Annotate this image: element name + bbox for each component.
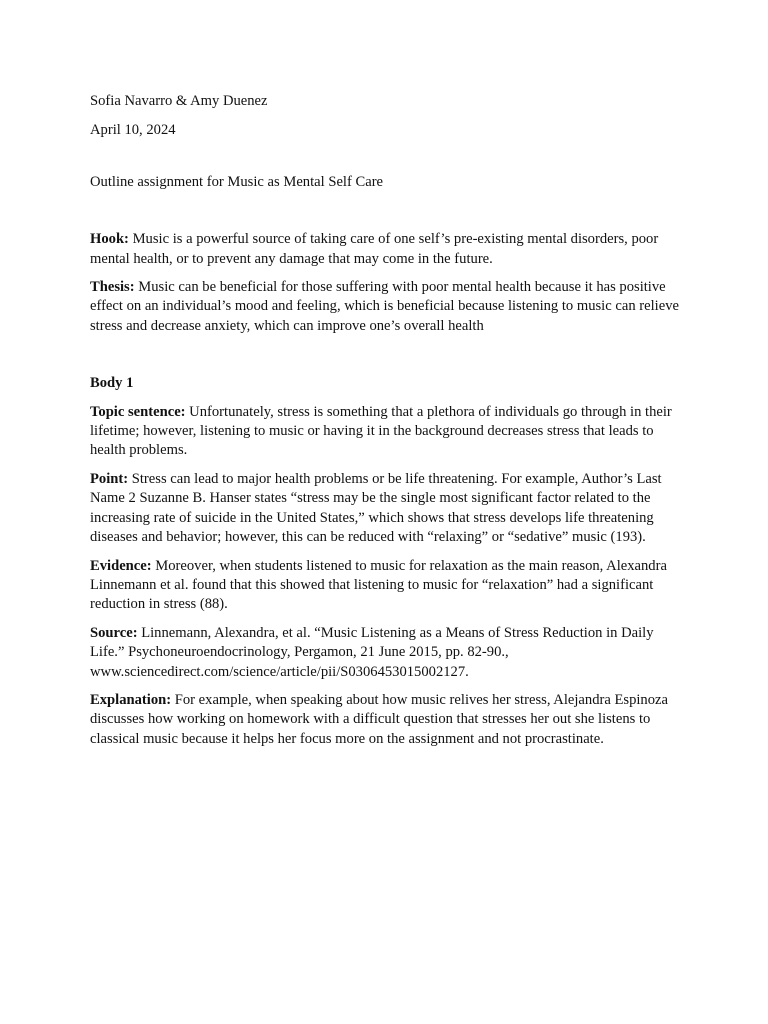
point-text: Stress can lead to major health problems or be life threatening. For example, Author’s Last Name 2 Suzanne B. Hanser states “stress may be the single most significant factor related to the increasing rate of suicide in the United States,” which shows that stress develops life threatening diseases and behavior; however, this can be reduced with “relaxing” or “sedative” music (193).: [90, 470, 662, 546]
thesis-text: Music can be beneficial for those suffering with poor mental health because it has positive effect on an individual’s mood and feeling, which is beneficial because listening to music can relieve stress and decrease anxiety, which can improve one’s overall health: [90, 279, 679, 334]
hook-paragraph: [90, 230, 690, 269]
source-text: Linnemann, Alexandra, et al. “Music Listening as a Means of Stress Reduction in Daily Life.” Psychoneuroendocrinology, Pergamon, 21 June 2015, pp. 82-90., www.sciencedirect.com/science/article/pii/S0306453015002127.: [90, 624, 654, 680]
hook-label: Hook:: [90, 231, 129, 248]
source-label: Source:: [90, 624, 138, 641]
thesis-paragraph: [90, 278, 690, 336]
source-paragraph: [90, 624, 690, 682]
author-names: Sofia Navarro & Amy Duenez: [90, 93, 268, 109]
point-paragraph: [90, 470, 690, 548]
thesis-label: Thesis:: [90, 279, 135, 296]
document-date: April 10, 2024: [90, 122, 176, 139]
hook-text: Music is a powerful source of taking care of one self’s pre-existing mental disorders, poor mental health, or to prevent any damage that may come in the future.: [90, 231, 659, 267]
evidence-paragraph: [90, 557, 690, 615]
explanation-text: For example, when speaking about how music relives her stress, Alejandra Espinoza discusses how working on homework with a difficult question that stresses her out she listens to classical music because it helps her focus more on the assignment and not procrastinate.: [90, 691, 668, 747]
body1-heading: Body 1: [90, 375, 134, 392]
document-title: Outline assignment for Music as Mental Self Care: [90, 173, 384, 190]
point-label: Point:: [90, 470, 129, 487]
explanation-paragraph: [90, 691, 690, 749]
topic-sentence-paragraph: [90, 403, 690, 461]
explanation-label: Explanation:: [90, 691, 172, 708]
evidence-text: Moreover, when students listened to music for relaxation as the main reason, Alexandra Linnemann et al. found that this showed that listening to music for “relaxation” had a significant reduction in stress (88).: [90, 557, 667, 613]
document-content: [90, 92, 690, 758]
topic-sentence-text: Unfortunately, stress is something that a plethora of individuals go through in their lifetime; however, listening to music or having it in the background decreases stress that leads to health problems.: [90, 403, 672, 459]
topic-sentence-label: Topic sentence:: [90, 403, 186, 420]
evidence-label: Evidence:: [90, 557, 152, 574]
